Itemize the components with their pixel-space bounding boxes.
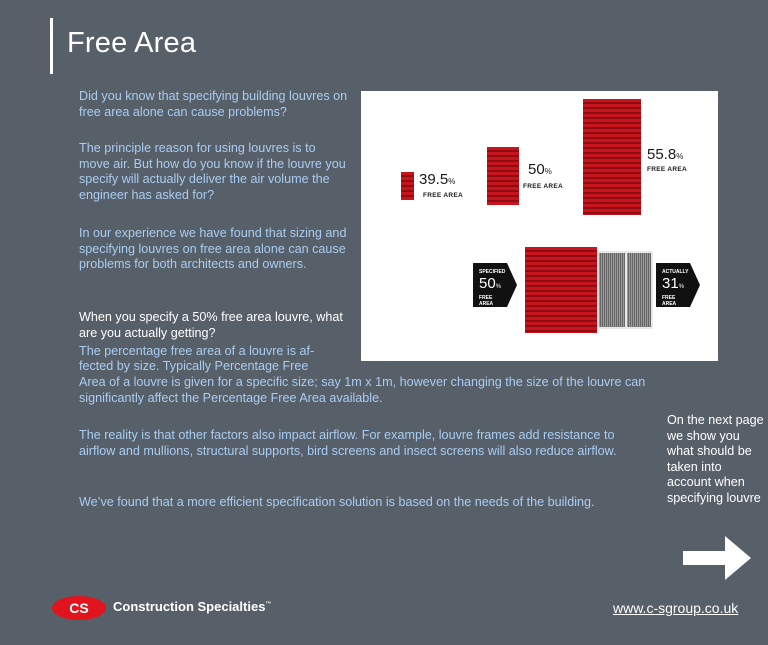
intro-paragraph: Did you know that specifying building louvres on free area alone can cause problems?: [79, 89, 348, 119]
page-title: Free Area: [67, 27, 197, 59]
next-page-note: On the next page we show you what should be taken into account when specifying louvre: [667, 413, 764, 505]
specified-arrow-tip: [507, 263, 517, 307]
actual-percent: 31%: [662, 275, 685, 292]
specified-percent: 50%: [479, 275, 502, 292]
experience-paragraph: In our experience we have found that sizing and specifying louvres on free area alone can cause problems for both architects and owners.: [79, 226, 347, 271]
large-louvre: [583, 99, 641, 215]
website-link[interactable]: www.c-sgroup.co.uk: [613, 600, 739, 616]
logo-text: CS: [69, 600, 89, 616]
front-louvre: [525, 247, 597, 333]
specified-tag: SPECIFIED: [479, 269, 506, 275]
title-accent-bar: [50, 18, 53, 74]
actual-tag: ACTUALLY: [662, 269, 689, 275]
cs-logo-icon: [52, 596, 106, 620]
large-louvre-label: FREE AREA: [647, 166, 688, 173]
insect-screen: [625, 251, 653, 329]
reality-paragraph: The reality is that other factors also impact airflow. For example, louvre frames add resistance to airflow and mullions, structural supports, bird screens and insect screens will also reduce airflow.: [79, 428, 617, 458]
percentage-line-1: The percentage free area of a louvre is af-: [79, 344, 315, 358]
bird-screen: [597, 251, 627, 329]
small-louvre-label: FREE AREA: [423, 192, 464, 199]
next-page-arrow-icon[interactable]: [683, 534, 753, 582]
solution-paragraph: We’ve found that a more efficient specification solution is based on the needs of the building.: [79, 495, 595, 509]
percentage-line-2: fected by size. Typically Percentage Free: [79, 359, 309, 373]
specified-label: FREE AREA: [479, 295, 494, 307]
louvre-free-area-figure: [361, 91, 718, 361]
medium-louvre: [487, 147, 519, 205]
medium-louvre-label: FREE AREA: [523, 183, 564, 190]
medium-louvre-percent: 50%: [528, 161, 552, 178]
brand-name: Construction Specialties™: [113, 599, 272, 614]
specified-callout: [473, 263, 507, 307]
actual-callout: [656, 263, 690, 307]
question-paragraph: When you specify a 50% free area louvre, what are you actually getting?: [79, 310, 343, 340]
small-louvre-percent: 39.5%: [419, 171, 456, 188]
actual-label: FREE AREA: [662, 295, 677, 307]
reason-paragraph: The principle reason for using louvres is to move air. But how do you know if the louvre you specify will actually deliver the air volume the engineer has asked for?: [79, 141, 346, 202]
percentage-line-3: Area of a louvre is given for a specific size; say 1m x 1m, however changing the size of the louvre can significantly affect the Percentage Free Area available.: [79, 375, 646, 405]
large-louvre-percent: 55.8%: [647, 146, 684, 163]
actual-arrow-tip: [690, 263, 700, 307]
small-louvre: [401, 172, 414, 200]
